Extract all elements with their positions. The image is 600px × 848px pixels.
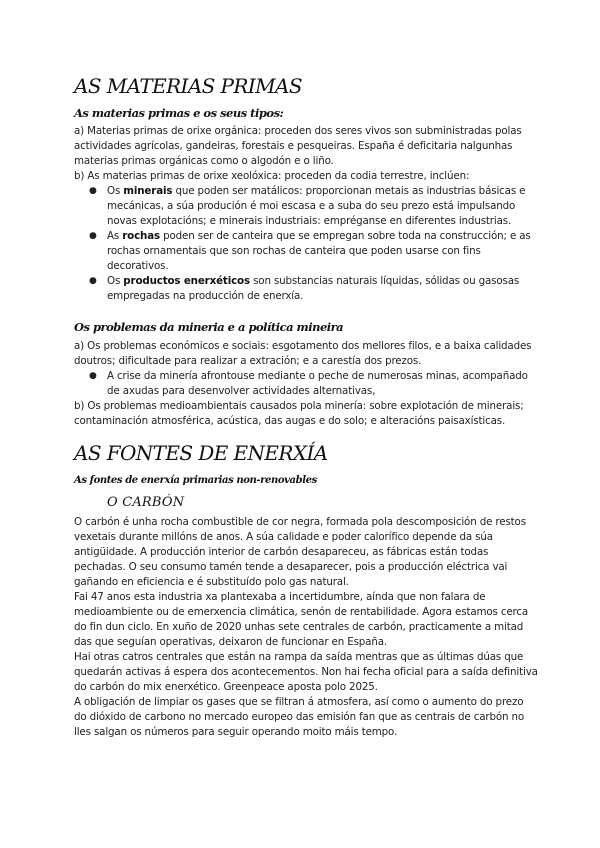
paragraph-line: Fai 47 anos esta industria xa plantexaba a incertidumbre, aínda que non falara de — [74, 591, 486, 603]
bullet-item-line: novas explotacións; e minerais industriais: empréganse en diferentes industrias. — [107, 215, 512, 227]
bullet-dot-icon: ● — [89, 371, 97, 381]
paragraph-line: b) Os problemas medioambientais causados pola minería: sobre explotación de minerais; — [74, 400, 524, 412]
paragraph-line: do dióxido de carbono no mercado europeo das emisión fan que as centrais de carbón no — [74, 711, 525, 723]
paragraph-line: vexetais durante millóns de anos. A súa calidade e poder calorífico depende da súa — [74, 531, 493, 543]
paragraph-line: do fin dun ciclo. En xuño de 2020 unhas sete centrales de carbón, practicamente a mitad — [74, 621, 524, 633]
section-title-materias-primas: AS MATERIAS PRIMAS — [74, 74, 302, 98]
paragraph-line: das que seguían operativas, deixaron de funcionar en España. — [74, 636, 387, 648]
paragraph-line: pechadas. O seu consumo tamén tende a desaparecer, pois a producción eléctrica vai — [74, 561, 508, 573]
bullet-item-line: de axudas para desenvolver actividades alternativas, — [107, 385, 376, 397]
bullet-dot-icon: ● — [89, 186, 97, 196]
paragraph-line: a) Materias primas de orixe orgánica: proceden dos seres vivos son subministradas polas — [74, 125, 522, 137]
paragraph-line: materias primas orgánicas como o algodón e o liño. — [74, 155, 334, 167]
bullet-item-line: mecánicas, a súa produción é moi escasa e a suba do seu prezo está impulsando — [107, 200, 516, 212]
paragraph-line: Hai otras catros centrales que están na rampa da saída mentras que as últimas dúas que — [74, 651, 524, 663]
subheading-carbon: O CARBÓN — [107, 495, 185, 510]
subheading-tipos: As materias primas e os seus tipos: — [74, 106, 284, 120]
paragraph-line: contaminación atmosférica, acústica, das augas e do solo; e alteracións paisaxísticas. — [74, 415, 506, 427]
bullet-item-line: rochas ornamentais que son rochas de canteira que poden usarse con fins — [107, 245, 481, 257]
paragraph-line: b) As materias primas de orixe xeolóxica: proceden da codia terrestre, inclúen: — [74, 170, 470, 182]
bullet-dot-icon: ● — [89, 276, 97, 286]
subheading-problemas-mineria: Os problemas da mineria e a política mineira — [74, 320, 344, 334]
bullet-item-rochas: As rochas poden ser de canteira que se empregan sobre toda na construcción; e as — [107, 230, 531, 242]
paragraph-line: actividades agrícolas, gandeiras, forestais e pesqueiras. España é deficitaria nalgunhas — [74, 140, 513, 152]
section-title-fontes-enerxia: AS FONTES DE ENERXÍA — [74, 441, 328, 465]
bullet-item-line: A crise da minería afrontouse mediante o peche de numerosas minas, acompañado — [107, 370, 528, 382]
paragraph-line: do carbón do mix enerxético. Greenpeace aposta polo 2025. — [74, 681, 378, 693]
subheading-fontes-non-renovables: As fontes de enerxía primarias non-renovables — [74, 475, 317, 486]
paragraph-line: a) Os problemas económicos e sociais: esgotamento dos mellores filos, e a baixa calidades — [74, 340, 532, 352]
paragraph-line: antigüidade. A producción interior de carbón desapareceu, as fábricas están todas — [74, 546, 489, 558]
paragraph-line: O carbón é unha rocha combustible de cor negra, formada pola descomposición de restos — [74, 516, 526, 528]
bullet-item-line: decorativos. — [107, 260, 169, 272]
paragraph-line: quedarán activas á espera dos acontecementos. Non hai fecha oficial para a saída definitiva — [74, 666, 538, 678]
bullet-dot-icon: ● — [89, 231, 97, 241]
paragraph-line: doutros; dificultade para realizar a extración; e a carestía dos prezos. — [74, 355, 422, 367]
bullet-item-line: empregadas na producción de enerxía. — [107, 290, 304, 302]
paragraph-line: A obligación de limpiar os gases que se filtran á atmosfera, así como o aumento do prezo — [74, 696, 524, 708]
paragraph-line: medioambiente ou de emerxencia climática, senón de rentabilidade. Agora estamos cerca — [74, 606, 529, 618]
paragraph-line: gañando en eficiencia e é substituído polo gas natural. — [74, 576, 349, 588]
bullet-item-enerxeticos: Os productos enerxéticos son substancias naturais líquidas, sólidas ou gasosas — [107, 275, 520, 287]
paragraph-line: lles salgan os números para seguir operando moito máis tempo. — [74, 726, 398, 738]
bullet-item-minerais: Os minerais que poden ser matálicos: proporcionan metais as industrias básicas e — [107, 185, 526, 197]
